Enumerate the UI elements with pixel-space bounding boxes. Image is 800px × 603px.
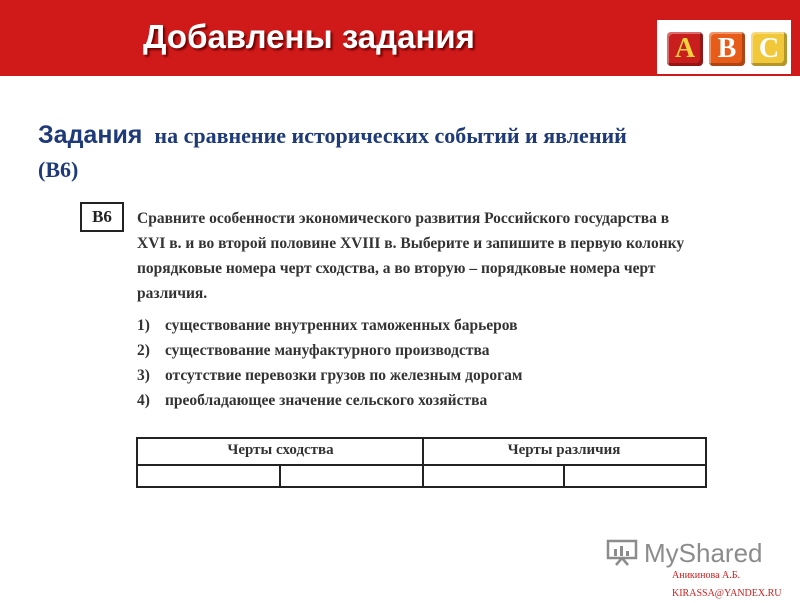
table-divider	[422, 439, 424, 486]
column-header-difference: Черты различия	[507, 442, 621, 458]
logo-block-b: B	[709, 32, 745, 66]
table-divider	[563, 464, 565, 486]
presentation-icon	[606, 538, 640, 566]
task-line: различия.	[137, 285, 208, 302]
heading-code: (В6)	[38, 157, 79, 182]
task-text	[137, 206, 727, 306]
list-item: 4) преобладающее значение сельского хозяйства	[137, 392, 488, 409]
list-item: 1) существование внутренних таможенных барьеров	[137, 317, 518, 334]
list-item: 3) отсутствие перевозки грузов по железным дорогам	[137, 367, 523, 384]
column-header-similarity: Черты сходства	[227, 442, 334, 458]
logo-block-c: C	[751, 32, 787, 66]
heading-description: на сравнение исторических событий и явлений	[154, 123, 627, 148]
heading-word: Задания	[38, 121, 143, 149]
section-heading	[38, 121, 627, 150]
slide-title: Добавлены задания	[143, 18, 475, 55]
list-item: 2) существование мануфактурного производства	[137, 342, 490, 359]
logo-block-a: A	[667, 32, 703, 66]
task-line: XVI в. и во второй половине XVIII в. Выберите и запишите в первую колонку	[137, 235, 685, 252]
task-line: порядковые номера черт сходства, а во вторую – порядковые номера черт	[137, 260, 656, 277]
task-line: Сравните особенности экономического развития Российского государства в	[137, 210, 670, 227]
author-credit	[672, 567, 782, 603]
task-label: В6	[80, 202, 124, 232]
answer-table	[136, 437, 707, 488]
author-name: Аникинова А.Б.	[672, 570, 740, 581]
watermark: MyShared	[606, 538, 763, 569]
option-list	[137, 313, 522, 413]
author-email: KIRASSA@YANDEX.RU	[672, 588, 782, 599]
table-divider	[279, 464, 281, 486]
